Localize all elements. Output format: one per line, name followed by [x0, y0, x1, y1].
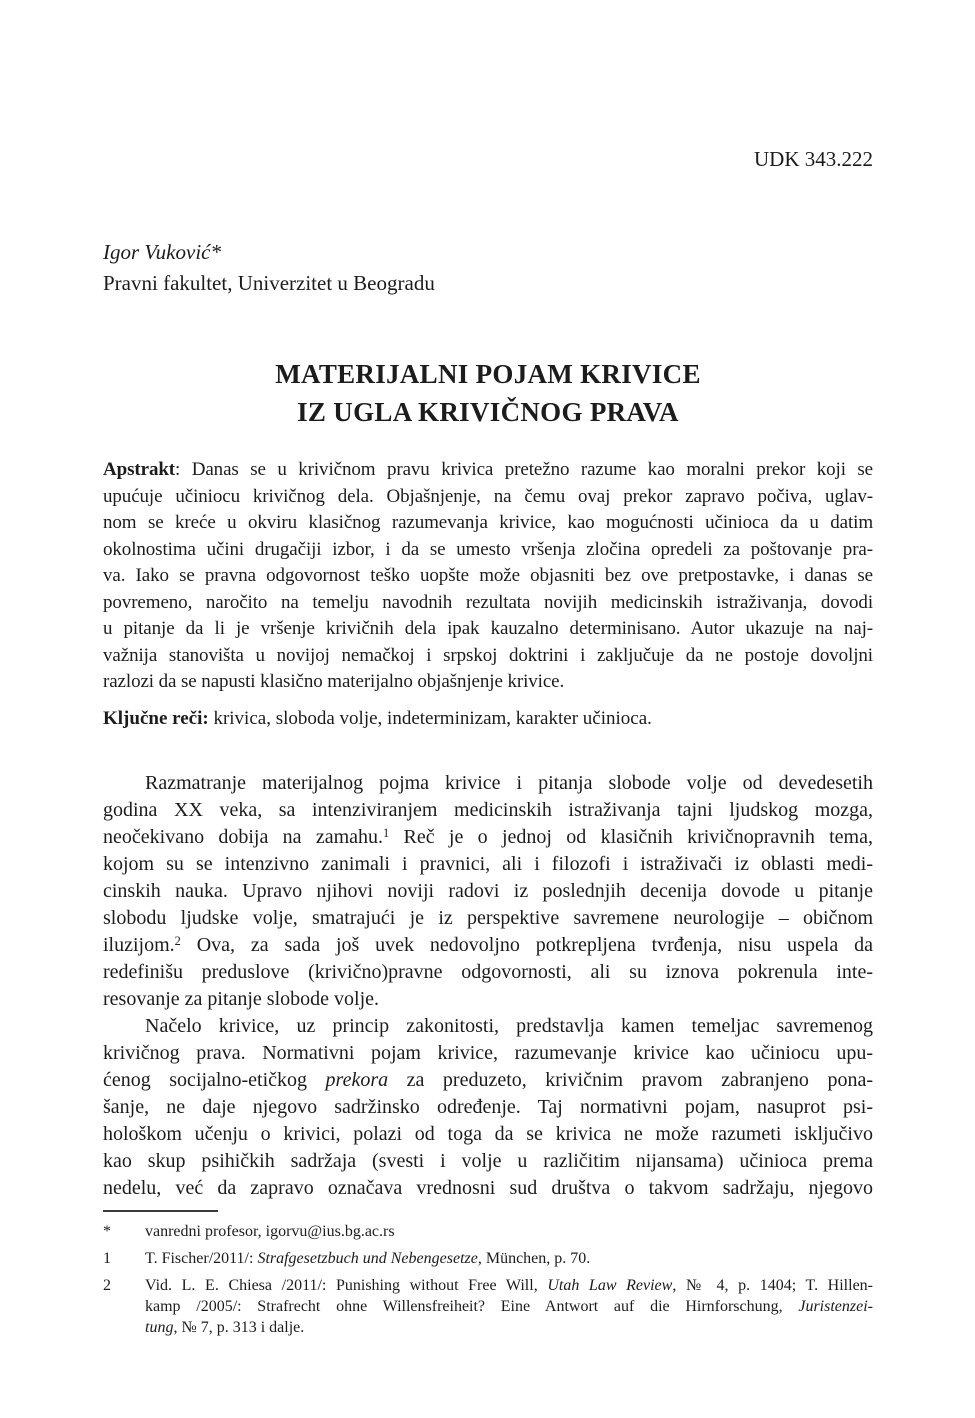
footnote-separator	[103, 1210, 218, 1212]
footnote-line: tung, № 7, p. 313 i dalje.	[145, 1318, 305, 1336]
article-title-line-2: IZ UGLA KRIVIČNOG PRAVA	[297, 397, 679, 427]
body-line: ćenog socijalno-etičkog prekora za preduzeto, krivičnim pravom zabranjeno pona-	[103, 1068, 873, 1091]
body-line: šanje, ne daje njegovo sadržinsko određenje. Taj normativni pojam, nasuprot psi-	[103, 1095, 873, 1118]
body-line: resovanje za pitanje slobode volje.	[103, 987, 380, 1010]
abstract-line: okolnostima učini drugačiji izbor, i da se umesto vršenja zločina opredeli za poštovanje pra-	[103, 538, 873, 560]
article-title-line-1: MATERIJALNI POJAM KRIVICE	[275, 359, 701, 389]
author-affiliation: Pravni fakultet, Univerzitet u Beogradu	[103, 271, 435, 295]
abstract-line: razlozi da se napusti klasično materijalno objašnjenje krivice.	[103, 671, 565, 692]
body-line: slobodu ljudske volje, smatrajući je iz perspektive savremene neurologije – običnom	[103, 906, 873, 929]
author-block	[103, 237, 873, 299]
footnote	[103, 1275, 873, 1338]
body-line: kao skup psihičkih sadržaja (svesti i volje u različitim nijansama) učinioca prema	[103, 1149, 873, 1172]
abstract-line: va. Iako se pravna odgovornost teško uopšte može objasniti bez ove pretpostavke, i danas se	[103, 565, 873, 586]
paragraph-2	[103, 1013, 873, 1202]
body-line: Načelo krivice, uz princip zakonitosti, predstavlja kamen temeljac savremenog	[145, 1014, 873, 1037]
body-line: cinskih nauka. Upravo njihovi noviji radovi iz poslednjih decenija dovode u pitanje	[103, 879, 873, 902]
body-line: hološkom učenju o krivici, polazi od toga da se krivica ne može razumeti isključivo	[103, 1122, 873, 1145]
abstract-line: važnija stanovišta u novijoj nemačkoj i srpskoj doktrini i zaključuje da ne postoje dovoljni	[103, 644, 873, 666]
body-line: kojom su se intenzivno zanimali i pravnici, ali i filozofi i istraživači iz oblasti medi-	[103, 852, 873, 875]
abstract-line: nom se kreće u okviru klasičnog razumevanja krivice, kao mogućnosti učinioca da u datim	[103, 512, 873, 533]
abstract-line: u pitanje da li je vršenje krivičnih dela ipak kauzalno determinisano. Autor ukazuje na naj-	[103, 618, 873, 639]
abstract-line: upućuje učiniocu krivičnog dela. Objašnjenje, na čemu ovaj prekor zapravo počiva, uglav-	[103, 485, 873, 507]
footnote-text	[145, 1275, 873, 1338]
body-line: krivičnog prava. Normativni pojam krivice, razumevanje krivice kao učiniocu upu-	[103, 1041, 873, 1064]
footnote-marker: 2	[103, 1276, 111, 1294]
keywords-line: Ključne reči: krivica, sloboda volje, indeterminizam, karakter učinioca.	[103, 707, 652, 729]
author-name: Igor Vuković*	[103, 240, 221, 264]
abstract-section	[103, 457, 873, 696]
abstract-line: povremeno, naročito na temelju navodnih rezultata novijih medicinskih istraživanja, dovodi	[103, 591, 873, 613]
footnote-line: kamp /2005/: Strafrecht ohne Willensfreiheit? Eine Antwort auf die Hirnforschung, Juristenzei-	[145, 1297, 873, 1315]
footnote-marker: *	[103, 1222, 111, 1240]
body-line: redefinišu preduslove (krivično)pravne odgovornosti, ali su iznova pokrenula inte-	[103, 960, 873, 983]
body-line: Razmatranje materijalnog pojma krivice i pitanja slobode volje od devedesetih	[145, 771, 873, 794]
article-title	[103, 355, 873, 431]
footnote-line: vanredni profesor, igorvu@ius.bg.ac.rs	[145, 1222, 395, 1240]
footnote-text	[145, 1248, 873, 1269]
footnote-marker: 1	[103, 1249, 111, 1267]
body-line: iluzijom.$^2$ Ova, za sada još uvek nedovoljno potkrepljena tvrđenja, nisu uspela da	[103, 933, 873, 956]
footnote-line: Vid. L. E. Chiesa /2011/: Punishing without Free Will, Utah Law Review, № 4, p. 1404; T. Hillen-	[145, 1276, 873, 1294]
udk-number: UDK 343.222	[754, 147, 873, 171]
footnote	[103, 1248, 873, 1269]
article-body	[103, 770, 873, 1202]
body-line: nedelu, već da zapravo označava vrednosni sud društva o takvom sadržaju, njegovo	[103, 1176, 873, 1199]
footnotes-section	[103, 1221, 873, 1338]
abstract-line: Apstrakt: Danas se u krivičnom pravu krivica pretežno razume kao moralni prekor koji se	[103, 459, 873, 480]
body-line: godina XX veka, sa intenziviranjem medicinskih istraživanja tajni ljudskog mozga,	[103, 798, 873, 821]
footnote	[103, 1221, 873, 1242]
footnote-line: T. Fischer/2011/: Strafgesetzbuch und Nebengesetze, München, p. 70.	[145, 1249, 591, 1267]
paragraph-1	[103, 770, 873, 1013]
footnote-text	[145, 1221, 873, 1242]
body-line: neočekivano dobija na zamahu.$^1$ Reč je o jednoj od klasičnih krivičnopravnih tema,	[103, 825, 873, 848]
keywords-section	[103, 705, 873, 732]
